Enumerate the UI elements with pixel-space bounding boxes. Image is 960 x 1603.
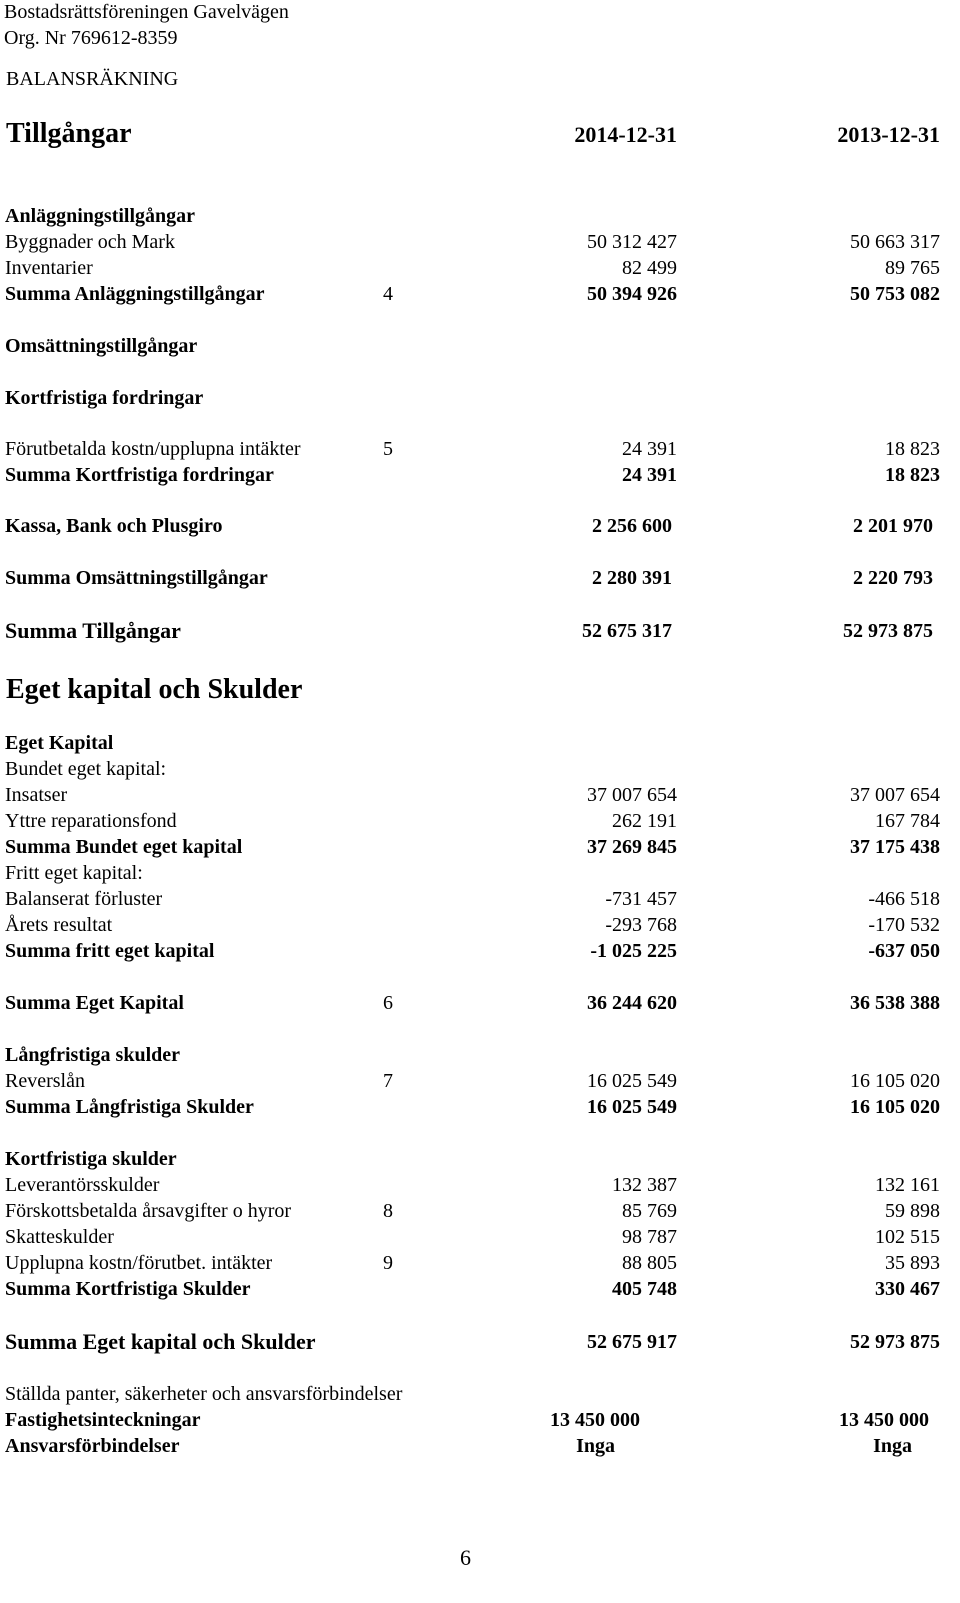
row-label: Yttre reparationsfond	[5, 810, 177, 832]
value-2014: 16 025 549	[587, 1070, 677, 1092]
row-total-long-term-liabilities	[0, 1094, 960, 1120]
row-total-assets	[0, 618, 960, 644]
value-2014: 50 312 427	[587, 231, 677, 253]
value-2013: 16 105 020	[850, 1070, 940, 1092]
row-prepaid-fees	[0, 1198, 960, 1224]
row-label: Långfristiga skulder	[5, 1044, 181, 1066]
row-short-receivables-heading	[0, 385, 960, 411]
row-property-mortgages	[0, 1407, 960, 1433]
page-number: 6	[460, 1545, 471, 1570]
row-accrued-expenses	[0, 1250, 960, 1276]
value-2014: 36 244 620	[587, 992, 677, 1014]
value-2014: 262 191	[612, 810, 677, 832]
value-2013: 89 765	[885, 257, 940, 279]
value-2013: 16 105 020	[850, 1096, 940, 1118]
value-2014: 85 769	[622, 1200, 677, 1222]
row-label: Kortfristiga fordringar	[5, 387, 204, 409]
row-label: Balanserat förluster	[5, 888, 163, 910]
row-equity-heading	[0, 730, 960, 756]
value-2014: 52 675 317	[582, 620, 672, 642]
row-label: Summa Långfristiga Skulder	[5, 1096, 254, 1118]
row-label: Summa Eget kapital och Skulder	[5, 1329, 316, 1354]
row-label: Byggnader och Mark	[5, 231, 175, 253]
assets-heading: Tillgångar	[6, 118, 132, 149]
value-2013: 59 898	[885, 1200, 940, 1222]
note-ref: 8	[383, 1200, 393, 1222]
report-title: BALANSRÄKNING	[6, 68, 179, 90]
value-2013: 37 007 654	[850, 784, 940, 806]
row-accounts-payable	[0, 1172, 960, 1198]
value-2013: 132 161	[875, 1174, 940, 1196]
row-label: Summa Kortfristiga fordringar	[5, 464, 274, 486]
row-contingent-liabilities	[0, 1433, 960, 1459]
row-label: Summa Eget Kapital	[5, 992, 184, 1014]
row-label: Summa fritt eget kapital	[5, 940, 215, 962]
row-retained-losses	[0, 886, 960, 912]
row-label: Kassa, Bank och Plusgiro	[5, 515, 223, 537]
value-2014: Inga	[576, 1435, 615, 1457]
value-2014: -1 025 225	[590, 940, 677, 962]
row-label: Summa Omsättningstillgångar	[5, 567, 268, 589]
value-2013: 50 663 317	[850, 231, 940, 253]
row-cash-bank	[0, 513, 960, 539]
value-2014: 52 675 917	[587, 1331, 677, 1353]
value-2014: 24 391	[622, 438, 677, 460]
row-label: Ställda panter, säkerheter och ansvarsförbindelser	[5, 1383, 403, 1405]
row-label: Kortfristiga skulder	[5, 1148, 177, 1170]
row-total-equity	[0, 990, 960, 1016]
row-short-term-liabilities-heading	[0, 1146, 960, 1172]
value-2013: 36 538 388	[850, 992, 940, 1014]
row-total-equity-liabilities	[0, 1329, 960, 1355]
row-label: Summa Bundet eget kapital	[5, 836, 243, 858]
value-2013: Inga	[873, 1435, 912, 1457]
note-ref: 6	[383, 992, 393, 1014]
value-2013: 102 515	[875, 1226, 940, 1248]
value-2013: 2 201 970	[853, 515, 933, 537]
value-2013: 2 220 793	[853, 567, 933, 589]
value-2014: -731 457	[605, 888, 677, 910]
row-label: Förutbetalda kostn/upplupna intäkter	[5, 438, 301, 460]
row-label: Summa Kortfristiga Skulder	[5, 1278, 251, 1300]
row-prepaid-expenses	[0, 436, 960, 462]
value-2013: 18 823	[885, 464, 940, 486]
note-ref: 9	[383, 1252, 393, 1274]
row-deposits	[0, 782, 960, 808]
organization-name: Bostadsrättsföreningen Gavelvägen	[4, 1, 289, 23]
row-long-term-liabilities-heading	[0, 1042, 960, 1068]
row-label: Omsättningstillgångar	[5, 335, 198, 357]
row-tax-liabilities	[0, 1224, 960, 1250]
row-fixed-assets-heading	[0, 203, 960, 229]
value-2014: 82 499	[622, 257, 677, 279]
organization-number: Org. Nr 769612-8359	[4, 27, 178, 49]
value-2013: 37 175 438	[850, 836, 940, 858]
row-total-short-receivables	[0, 462, 960, 488]
value-2013: 330 467	[875, 1278, 940, 1300]
row-label: Leverantörsskulder	[5, 1174, 160, 1196]
note-ref: 4	[383, 283, 393, 305]
row-total-short-term-liabilities	[0, 1276, 960, 1302]
value-2014: 132 387	[612, 1174, 677, 1196]
value-2013: 52 973 875	[850, 1331, 940, 1353]
value-2014: 37 007 654	[587, 784, 677, 806]
row-total-current-assets	[0, 565, 960, 591]
value-2014: 405 748	[612, 1278, 677, 1300]
row-label: Förskottsbetalda årsavgifter o hyror	[5, 1200, 292, 1222]
value-2013: -466 518	[868, 888, 940, 910]
value-2014: 2 256 600	[592, 515, 672, 537]
value-2014: 88 805	[622, 1252, 677, 1274]
value-2013: 18 823	[885, 438, 940, 460]
value-2013: -637 050	[868, 940, 940, 962]
row-label: Inventarier	[5, 257, 93, 279]
row-year-result	[0, 912, 960, 938]
column-header-2014: 2014-12-31	[574, 122, 677, 147]
row-label: Ansvarsförbindelser	[5, 1435, 180, 1457]
value-2014: 13 450 000	[550, 1409, 640, 1431]
row-buildings-land	[0, 229, 960, 255]
value-2014: 24 391	[622, 464, 677, 486]
note-ref: 7	[383, 1070, 393, 1092]
value-2013: 167 784	[875, 810, 940, 832]
row-promissory-loan	[0, 1068, 960, 1094]
column-header-2013: 2013-12-31	[837, 122, 940, 147]
row-label: Summa Tillgångar	[5, 618, 181, 643]
value-2014: -293 768	[605, 914, 677, 936]
row-label: Skatteskulder	[5, 1226, 114, 1248]
note-ref: 5	[383, 438, 393, 460]
row-label: Upplupna kostn/förutbet. intäkter	[5, 1252, 273, 1274]
row-label: Summa Anläggningstillgångar	[5, 283, 265, 305]
value-2014: 37 269 845	[587, 836, 677, 858]
row-total-restricted-equity	[0, 834, 960, 860]
row-restricted-equity-label	[0, 756, 960, 782]
row-total-free-equity	[0, 938, 960, 964]
equity-liabilities-heading: Eget kapital och Skulder	[6, 674, 303, 705]
row-label: Insatser	[5, 784, 68, 806]
row-label: Fastighetsinteckningar	[5, 1409, 201, 1431]
row-current-assets-heading	[0, 333, 960, 359]
value-2013: 13 450 000	[839, 1409, 929, 1431]
value-2014: 98 787	[622, 1226, 677, 1248]
value-2014: 2 280 391	[592, 567, 672, 589]
row-label: Anläggningstillgångar	[5, 205, 196, 227]
row-label: Eget Kapital	[5, 732, 114, 754]
row-pledged-assets-heading	[0, 1381, 960, 1407]
value-2014: 50 394 926	[587, 283, 677, 305]
value-2013: 50 753 082	[850, 283, 940, 305]
value-2013: 52 973 875	[843, 620, 933, 642]
row-label: Fritt eget kapital:	[5, 862, 143, 884]
row-label: Bundet eget kapital:	[5, 758, 167, 780]
value-2013: -170 532	[868, 914, 940, 936]
value-2013: 35 893	[885, 1252, 940, 1274]
row-free-equity-label	[0, 860, 960, 886]
row-label: Reverslån	[5, 1070, 85, 1092]
row-repair-fund	[0, 808, 960, 834]
value-2014: 16 025 549	[587, 1096, 677, 1118]
row-label: Årets resultat	[5, 914, 113, 936]
row-total-fixed-assets	[0, 281, 960, 307]
row-equipment	[0, 255, 960, 281]
